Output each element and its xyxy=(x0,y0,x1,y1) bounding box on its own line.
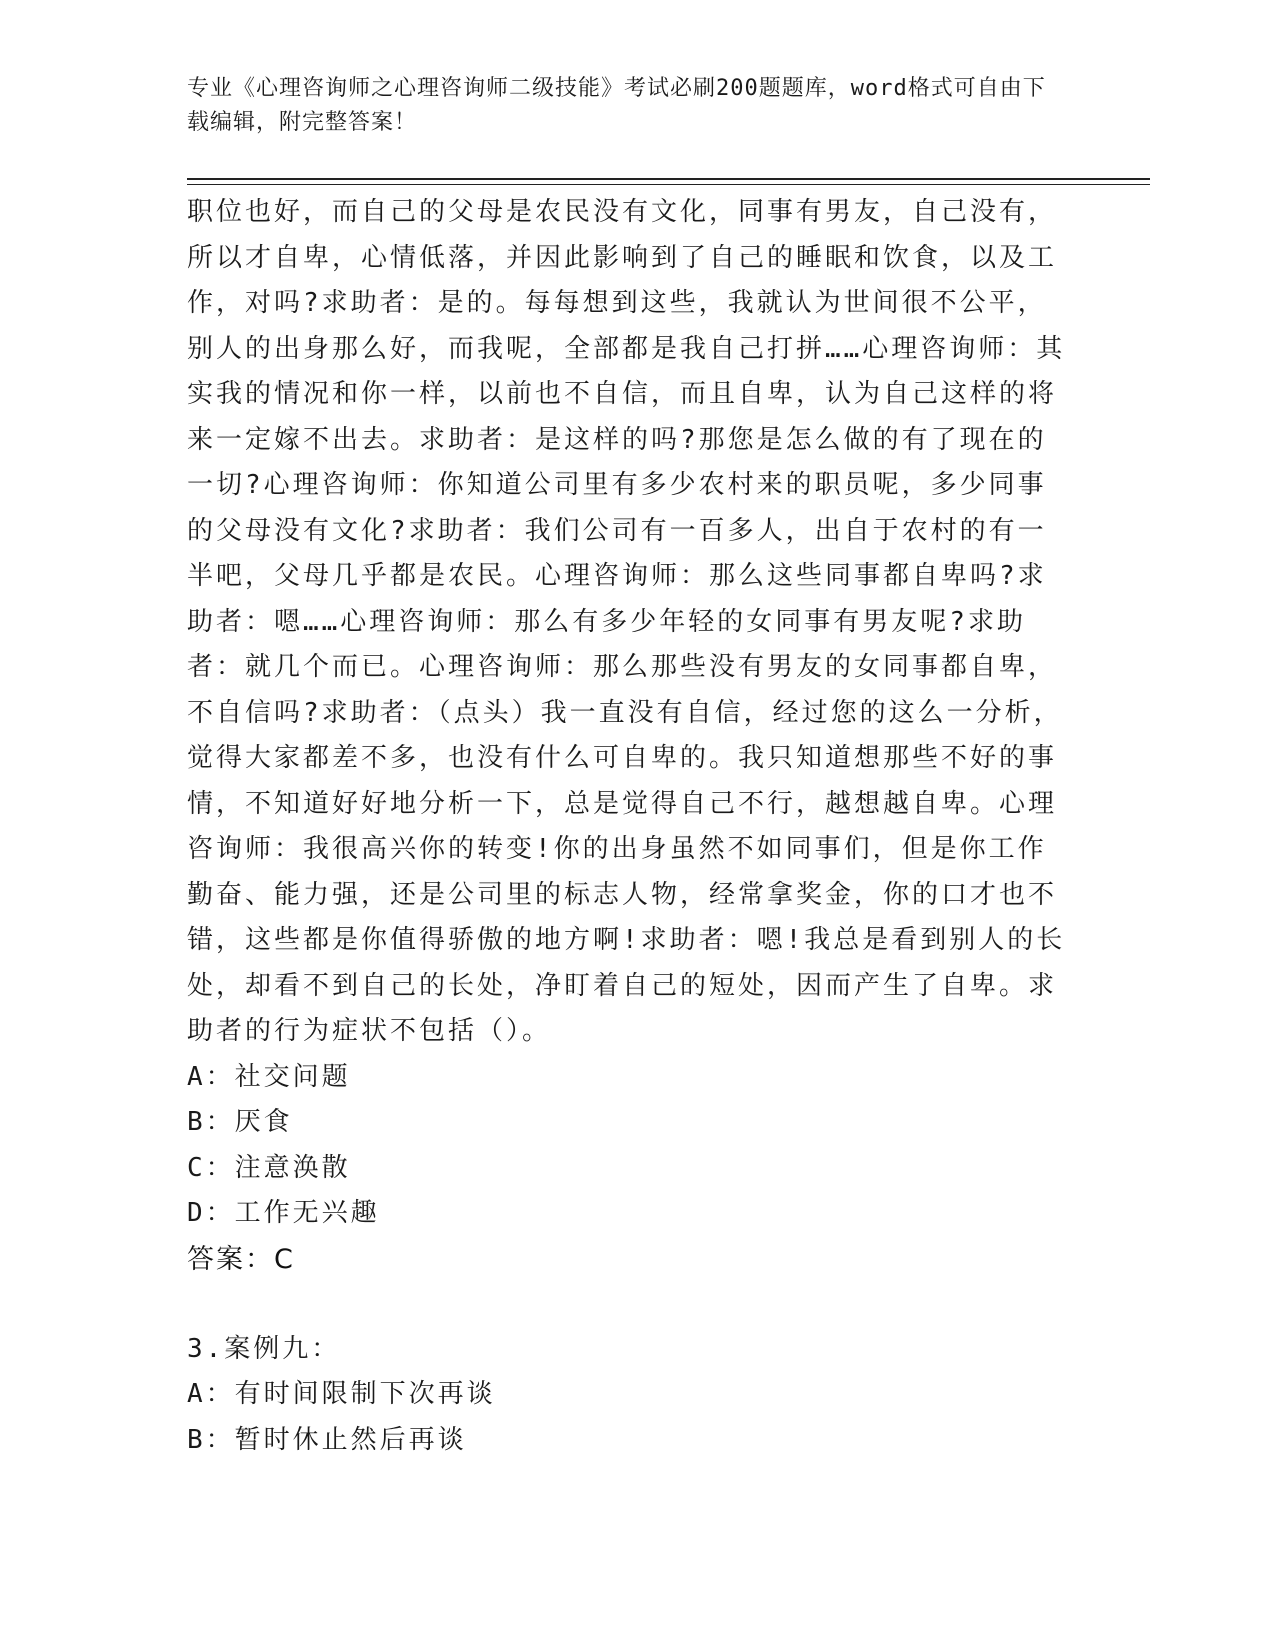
option-c: C：注意涣散 xyxy=(187,1152,351,1183)
option-b: B：暂时休止然后再谈 xyxy=(187,1424,467,1455)
option-d: D：工作无兴趣 xyxy=(187,1198,380,1228)
question-stem: 3.案例九： xyxy=(187,1333,341,1364)
option-b: B：厌食 xyxy=(187,1107,293,1137)
header-divider-thick xyxy=(187,178,1150,180)
option-a: A：社交问题 xyxy=(187,1061,351,1092)
answer-line: 答案：C xyxy=(187,1243,295,1275)
document-header: 专业《心理咨询师之心理咨询师二级技能》考试必刷200题题库，word格式可自由下载编辑，附完整答案！ xyxy=(187,76,1046,135)
header-divider-thin xyxy=(187,184,1150,185)
question-stem: 职位也好，而自己的父母是农民没有文化，同事有男友，自己没有，所以才自卑，心情低落，并因此影响到了自己的睡眠和饮食，以及工作，对吗?求助者：是的。每每想到这些，我就认为世间很不公平，别人的出身那么好，而我呢，全部都是我自己打拼……心理咨询师：其实我的情况和你一样，以前也不自信，而且自卑，认为自己这样的将来一定嫁不出去。求助者：是这样的吗?那您是怎么做的有了现在的一切?心理咨询师：你知道公司里有多少农村来的职员呢，多少同事的父母没有文化?求助者：我们公司有一百多人，出自于农村的有一半吧，父母几乎都是农民。心理咨询师：那么这些同事都自卑吗?求助者：嗯……心理咨询师：那么有多少年轻的女同事有男友呢?求助者：就几个而已。心理咨询师：那么那些没有男友的女同事都自卑，不自信吗?求助者：（点头）我一直没有自信，经过您的这么一分析，觉得大家都差不多，也没有什么可自卑的。我只知道想那些不好的事情，不知道好好地分析一下，总是觉得自己不行，越想越自卑。心理咨询师：我很高兴你的转变!你的出身虽然不如同事们，但是你工作勤奋、能力强，还是公司里的标志人物，经常拿奖金，你的口才也不错，这些都是你值得骄傲的地方啊!求助者：嗯!我总是看到别人的长处，却看不到自己的长处，净盯着自己的短处，因而产生了自卑。求助者的行为症状不包括（）。 xyxy=(187,197,1066,1046)
document-body xyxy=(187,190,1067,1463)
option-a: A：有时间限制下次再谈 xyxy=(187,1379,496,1409)
